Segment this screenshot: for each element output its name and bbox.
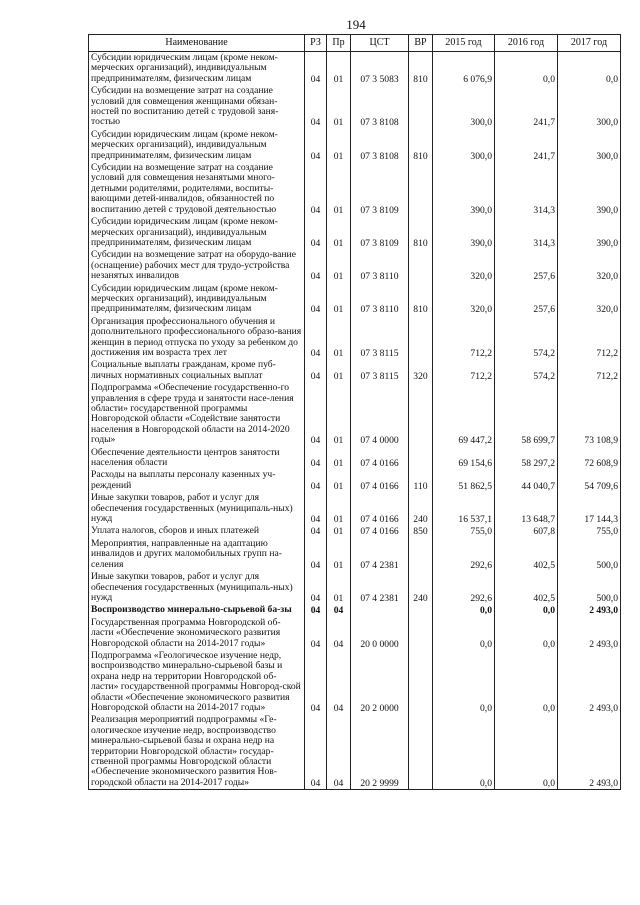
table-row [89, 283, 621, 316]
table-cell-name: Подпрограмма «Геологическое изучение недр, воспроизводство минерально-сырьевой базы и охрана недр на территории Новгородской об-ласти» государственной программы Новгород-ской области «Обеспечение экономического развития Новгородской области на 2014-2017 годы» [89, 650, 305, 714]
table-cell-pr: 01 [327, 129, 351, 162]
table-cell-cst [351, 604, 409, 616]
table-cell-2017: 300,0 [558, 85, 621, 129]
table-cell-2016: 241,7 [495, 129, 558, 162]
table-cell-rz: 04 [305, 469, 327, 492]
table-cell-2016: 402,5 [495, 571, 558, 604]
table-cell-2015: 755,0 [433, 525, 495, 537]
table-cell-cst: 07 3 8109 [351, 162, 409, 216]
table-cell-vr [409, 714, 433, 789]
table-cell-pr: 04 [327, 604, 351, 616]
table-cell-rz: 04 [305, 382, 327, 446]
table-cell-2016: 58 699,7 [495, 382, 558, 446]
table-cell-vr [409, 617, 433, 650]
table-cell-2015: 0,0 [433, 604, 495, 616]
table-cell-name: Уплата налогов, сборов и иных платежей [89, 525, 305, 537]
table-cell-vr: 810 [409, 52, 433, 86]
table-cell-2016: 241,7 [495, 85, 558, 129]
table-cell-2015: 0,0 [433, 617, 495, 650]
table-cell-pr: 01 [327, 359, 351, 382]
table-cell-vr: 810 [409, 283, 433, 316]
table-cell-2016: 58 297,2 [495, 447, 558, 470]
table-cell-cst: 07 3 5083 [351, 52, 409, 86]
table-cell-vr [409, 316, 433, 360]
table-cell-pr: 04 [327, 714, 351, 789]
table-cell-pr: 01 [327, 316, 351, 360]
table-cell-name: Подпрограмма «Обеспечение государственно-го управления в сфере труда и занятости насе-ления области» государственной программы Новгородской области «Содействие занятости населения в Новгородской области на 2014-2020 годы» [89, 382, 305, 446]
table-cell-pr: 04 [327, 617, 351, 650]
table-cell-pr: 01 [327, 85, 351, 129]
table-row [89, 52, 621, 86]
table-cell-2016: 44 040,7 [495, 469, 558, 492]
table-cell-2017: 712,2 [558, 359, 621, 382]
table-cell-cst: 20 2 0000 [351, 650, 409, 714]
table-cell-2015: 51 862,5 [433, 469, 495, 492]
table-cell-pr: 01 [327, 469, 351, 492]
table-row [89, 604, 621, 616]
table-cell-pr: 01 [327, 525, 351, 537]
table-cell-rz: 04 [305, 604, 327, 616]
table-cell-rz: 04 [305, 650, 327, 714]
table-body [89, 52, 621, 790]
budget-table [88, 34, 621, 790]
table-cell-name: Субсидии на возмещение затрат на создание условий для совмещения незанятыми много-детными родителями, родителями, воспиты-вающими детей-инвалидов, обязанностей по воспитанию детей с трудовой деятельностью [89, 162, 305, 216]
col-header-2016: 2016 год [495, 35, 558, 52]
table-cell-name: Расходы на выплаты персоналу казенных уч-реждений [89, 469, 305, 492]
table-cell-rz: 04 [305, 216, 327, 249]
table-cell-2017: 500,0 [558, 538, 621, 571]
table-row [89, 359, 621, 382]
table-row [89, 85, 621, 129]
table-cell-rz: 04 [305, 492, 327, 525]
table-cell-name: Иные закупки товаров, работ и услуг для обеспечения государственных (муниципаль-ных) нужд [89, 492, 305, 525]
table-cell-name: Обеспечение деятельности центров занятости населения области [89, 447, 305, 470]
table-cell-pr: 01 [327, 52, 351, 86]
table-cell-rz: 04 [305, 283, 327, 316]
table-cell-name: Субсидии юридическим лицам (кроме неком-мерческих организаций), индивидуальным предпринимателям, физическим лицам [89, 52, 305, 86]
table-cell-2015: 0,0 [433, 714, 495, 789]
table-cell-pr: 01 [327, 162, 351, 216]
table-cell-2015: 292,6 [433, 538, 495, 571]
table-cell-2016: 574,2 [495, 359, 558, 382]
table-cell-name: Субсидии на возмещение затрат на оборудо-вание (оснащение) рабочих мест для трудо-устройства незанятых инвалидов [89, 249, 305, 282]
table-cell-2015: 0,0 [433, 650, 495, 714]
table-cell-name: Субсидии юридическим лицам (кроме неком-мерческих организаций), индивидуальным предпринимателям, физическим лицам [89, 283, 305, 316]
table-cell-2016: 574,2 [495, 316, 558, 360]
table-cell-vr [409, 382, 433, 446]
table-cell-cst: 07 3 8109 [351, 216, 409, 249]
table-cell-rz: 04 [305, 359, 327, 382]
table-cell-name: Мероприятия, направленные на адаптацию инвалидов и других маломобильных групп на-селения [89, 538, 305, 571]
table-cell-2017: 2 493,0 [558, 714, 621, 789]
table-cell-2015: 16 537,1 [433, 492, 495, 525]
table-cell-cst: 20 0 0000 [351, 617, 409, 650]
table-cell-pr: 01 [327, 382, 351, 446]
table-row [89, 714, 621, 789]
table-cell-2015: 712,2 [433, 316, 495, 360]
col-header-pr: Пр [327, 35, 351, 52]
table-cell-2015: 300,0 [433, 85, 495, 129]
col-header-cst: ЦСТ [351, 35, 409, 52]
table-row [89, 162, 621, 216]
table-cell-2015: 300,0 [433, 129, 495, 162]
table-cell-2016: 0,0 [495, 650, 558, 714]
table-cell-2016: 257,6 [495, 249, 558, 282]
table-cell-vr: 240 [409, 492, 433, 525]
table-cell-cst: 20 2 9999 [351, 714, 409, 789]
table-cell-cst: 07 3 8110 [351, 283, 409, 316]
table-row [89, 129, 621, 162]
table-cell-rz: 04 [305, 571, 327, 604]
table-cell-name: Государственная программа Новгородской об-ласти «Обеспечение экономического развития Новгородской области на 2014-2017 годы» [89, 617, 305, 650]
table-cell-2017: 17 144,3 [558, 492, 621, 525]
table-cell-rz: 04 [305, 538, 327, 571]
table-cell-2016: 607,8 [495, 525, 558, 537]
table-cell-cst: 07 3 8108 [351, 85, 409, 129]
table-cell-2015: 320,0 [433, 249, 495, 282]
table-cell-2015: 390,0 [433, 162, 495, 216]
table-cell-vr [409, 538, 433, 571]
table-cell-pr: 04 [327, 650, 351, 714]
table-cell-2017: 712,2 [558, 316, 621, 360]
table-cell-2016: 314,3 [495, 162, 558, 216]
table-cell-2017: 390,0 [558, 216, 621, 249]
table-cell-vr [409, 650, 433, 714]
table-cell-vr: 850 [409, 525, 433, 537]
table-cell-name: Иные закупки товаров, работ и услуг для обеспечения государственных (муниципаль-ных) нужд [89, 571, 305, 604]
table-cell-2017: 0,0 [558, 52, 621, 86]
table-cell-2017: 320,0 [558, 249, 621, 282]
table-cell-vr: 810 [409, 129, 433, 162]
table-cell-2016: 0,0 [495, 714, 558, 789]
table-cell-2017: 72 608,9 [558, 447, 621, 470]
table-cell-cst: 07 4 2381 [351, 571, 409, 604]
table-cell-2017: 73 108,9 [558, 382, 621, 446]
table-cell-2016: 0,0 [495, 52, 558, 86]
table-cell-name: Субсидии юридическим лицам (кроме неком-мерческих организаций), индивидуальным предпринимателям, физическим лицам [89, 216, 305, 249]
table-cell-2015: 320,0 [433, 283, 495, 316]
table-row [89, 447, 621, 470]
table-cell-name: Реализация мероприятий подпрограммы «Ге-ологическое изучение недр, воспроизводство минерально-сырьевой базы и охрана недр на территории Новгородской области» государ-ственной программы Новгородской области «Обеспечение экономического развития Нов-городской области на 2014-2017 годы» [89, 714, 305, 789]
table-cell-rz: 04 [305, 52, 327, 86]
table-cell-2017: 300,0 [558, 129, 621, 162]
table-cell-2017: 320,0 [558, 283, 621, 316]
table-row [89, 316, 621, 360]
table-cell-rz: 04 [305, 249, 327, 282]
table-cell-rz: 04 [305, 129, 327, 162]
table-cell-pr: 01 [327, 447, 351, 470]
col-header-2017: 2017 год [558, 35, 621, 52]
table-cell-cst: 07 3 8115 [351, 316, 409, 360]
col-header-name: Наименование [89, 35, 305, 52]
table-cell-name: Организация профессионального обучения и дополнительного профессионального образо-вания женщин в период отпуска по уходу за ребенком до достижения им возраста трех лет [89, 316, 305, 360]
page-number: 194 [346, 17, 366, 32]
table-row [89, 538, 621, 571]
table-cell-cst: 07 3 8108 [351, 129, 409, 162]
table-row [89, 617, 621, 650]
table-row [89, 525, 621, 537]
table-row [89, 382, 621, 446]
table-cell-2016: 257,6 [495, 283, 558, 316]
table-row [89, 492, 621, 525]
table-row [89, 650, 621, 714]
table-cell-name: Субсидии на возмещение затрат на создание условий для совмещения женщинами обязан-ностей по воспитанию детей с трудовой заня-тостью [89, 85, 305, 129]
table-cell-vr: 240 [409, 571, 433, 604]
table-cell-rz: 04 [305, 316, 327, 360]
table-cell-2016: 0,0 [495, 617, 558, 650]
table-row [89, 216, 621, 249]
table-cell-cst: 07 4 0166 [351, 469, 409, 492]
col-header-rz: РЗ [305, 35, 327, 52]
col-header-2015: 2015 год [433, 35, 495, 52]
header-row [89, 35, 621, 52]
table-cell-rz: 04 [305, 714, 327, 789]
table-cell-cst: 07 3 8110 [351, 249, 409, 282]
table-cell-2015: 292,6 [433, 571, 495, 604]
table-cell-pr: 01 [327, 571, 351, 604]
table-cell-vr [409, 85, 433, 129]
table-cell-2017: 2 493,0 [558, 604, 621, 616]
table-cell-2015: 6 076,9 [433, 52, 495, 86]
table-cell-2017: 390,0 [558, 162, 621, 216]
table-cell-rz: 04 [305, 525, 327, 537]
table-cell-2017: 2 493,0 [558, 617, 621, 650]
table-cell-rz: 04 [305, 617, 327, 650]
table-cell-cst: 07 4 0166 [351, 492, 409, 525]
table-cell-rz: 04 [305, 162, 327, 216]
table-cell-2016: 402,5 [495, 538, 558, 571]
table-cell-2016: 13 648,7 [495, 492, 558, 525]
table-cell-rz: 04 [305, 85, 327, 129]
table-cell-pr: 01 [327, 492, 351, 525]
table-cell-2015: 712,2 [433, 359, 495, 382]
table-cell-rz: 04 [305, 447, 327, 470]
table-cell-pr: 01 [327, 538, 351, 571]
table-cell-2015: 69 154,6 [433, 447, 495, 470]
table-cell-vr [409, 447, 433, 470]
table-cell-cst: 07 4 0166 [351, 447, 409, 470]
table-row [89, 571, 621, 604]
table-cell-vr: 810 [409, 216, 433, 249]
table-cell-2017: 500,0 [558, 571, 621, 604]
table-cell-cst: 07 4 0000 [351, 382, 409, 446]
table-cell-cst: 07 4 2381 [351, 538, 409, 571]
table-cell-2015: 69 447,2 [433, 382, 495, 446]
table-cell-name: Субсидии юридическим лицам (кроме неком-мерческих организаций), индивидуальным предпринимателям, физическим лицам [89, 129, 305, 162]
table-row [89, 469, 621, 492]
table-cell-2017: 54 709,6 [558, 469, 621, 492]
table-cell-2017: 755,0 [558, 525, 621, 537]
table-cell-pr: 01 [327, 249, 351, 282]
table-cell-2017: 2 493,0 [558, 650, 621, 714]
table-cell-vr [409, 162, 433, 216]
col-header-vr: ВР [409, 35, 433, 52]
table-cell-2015: 390,0 [433, 216, 495, 249]
table-row [89, 249, 621, 282]
table-cell-vr [409, 604, 433, 616]
table-cell-pr: 01 [327, 216, 351, 249]
table-cell-2016: 0,0 [495, 604, 558, 616]
table-cell-cst: 07 4 0166 [351, 525, 409, 537]
table-cell-name: Социальные выплаты гражданам, кроме пуб-личных нормативных социальных выплат [89, 359, 305, 382]
table-cell-name: Воспроизводство минерально-сырьевой ба-зы [89, 604, 305, 616]
table-cell-pr: 01 [327, 283, 351, 316]
table-cell-vr [409, 249, 433, 282]
table-cell-vr: 320 [409, 359, 433, 382]
table-cell-2016: 314,3 [495, 216, 558, 249]
table-cell-cst: 07 3 8115 [351, 359, 409, 382]
table-cell-vr: 110 [409, 469, 433, 492]
